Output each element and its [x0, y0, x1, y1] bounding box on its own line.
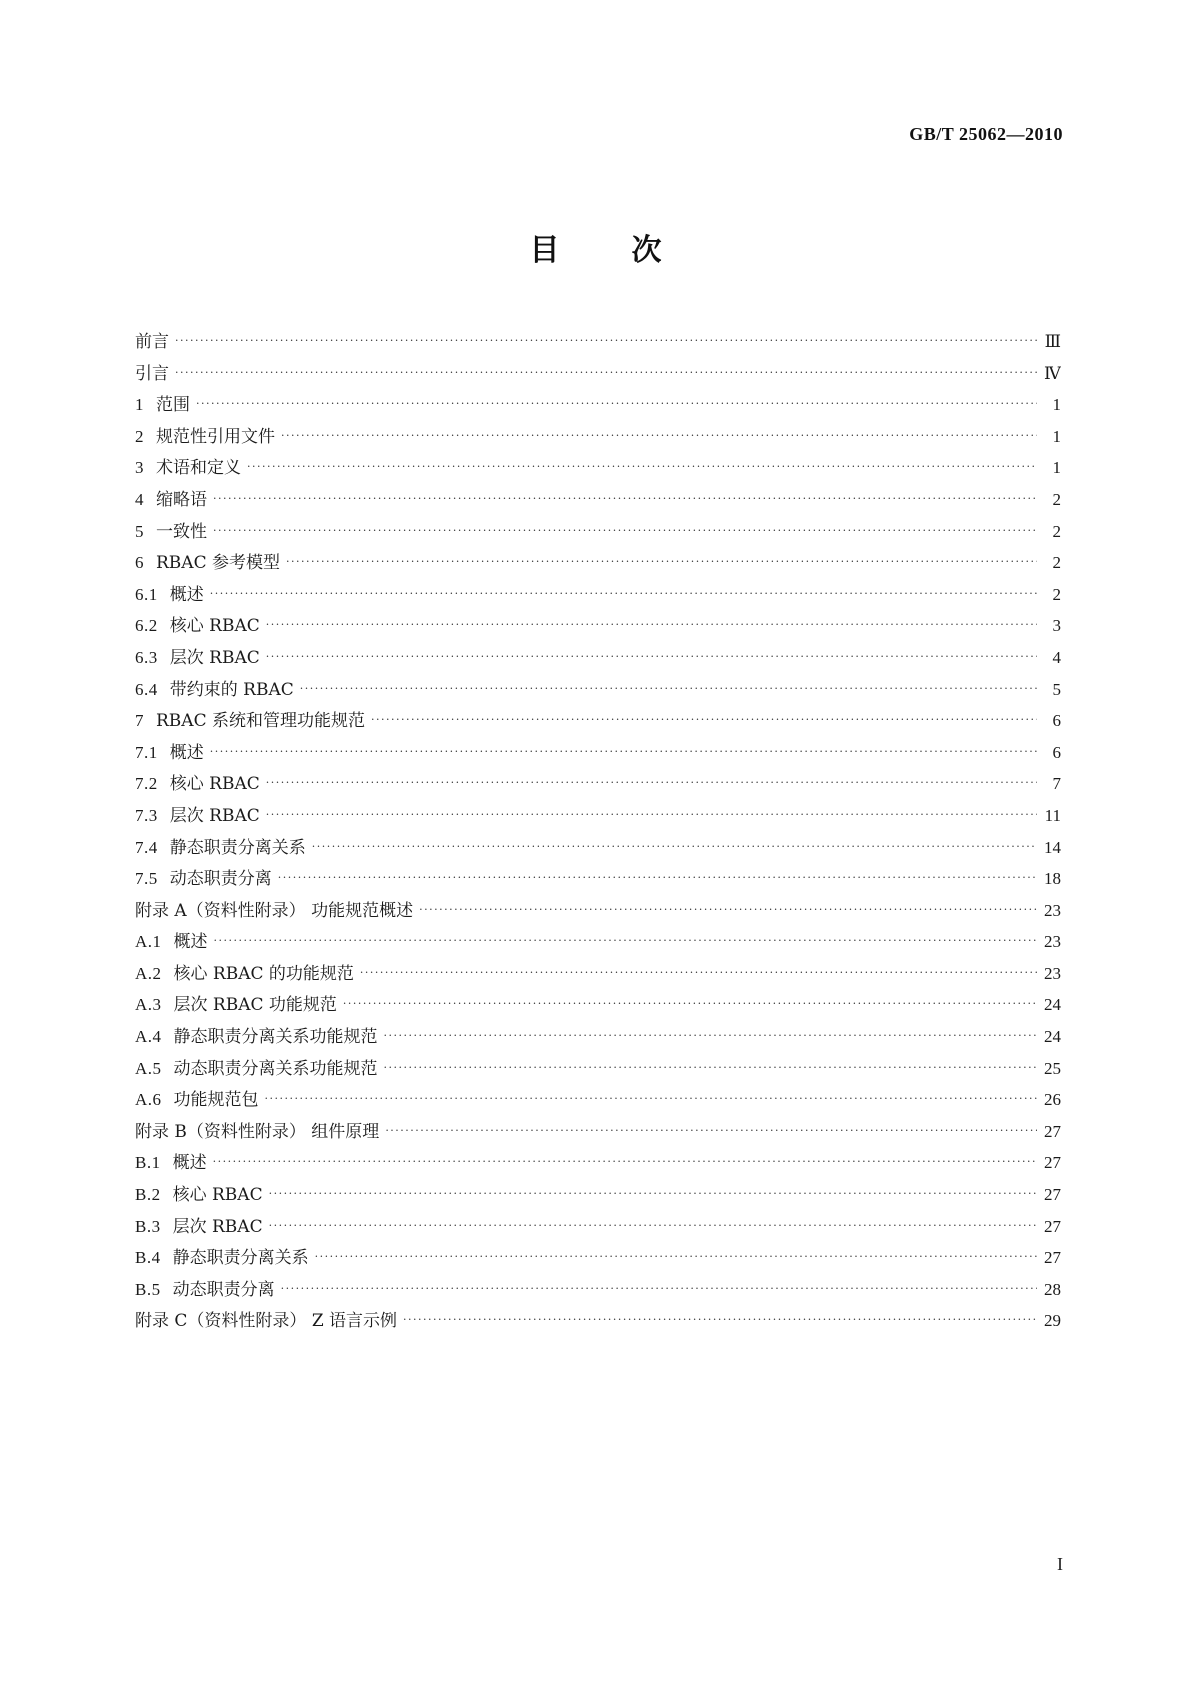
toc-entry-number: A.3	[135, 995, 162, 1015]
toc-entry-number: 6.4	[135, 679, 158, 699]
toc-entry[interactable]	[135, 1305, 1061, 1337]
toc-entry-title: 概述	[173, 932, 208, 953]
toc-entry-page: 23	[1044, 963, 1061, 983]
toc-entry-number: 7.3	[135, 805, 158, 825]
toc-entry-label	[135, 516, 213, 548]
toc-dot-leader	[385, 1116, 1037, 1147]
toc-entry-label	[135, 1179, 269, 1211]
toc-entry-page: 2	[1052, 521, 1061, 541]
toc-entry-page: 28	[1044, 1279, 1061, 1299]
toc-dot-leader	[371, 705, 1037, 736]
toc-entry-label	[135, 674, 300, 706]
toc-entry-number: 4	[135, 489, 144, 509]
toc-dot-leader	[269, 1179, 1037, 1210]
toc-entry-number: 5	[135, 521, 144, 541]
toc-entry[interactable]	[135, 989, 1061, 1021]
toc-entry-number: 6.1	[135, 584, 158, 604]
toc-dot-leader	[403, 1305, 1037, 1336]
toc-entry-number: 7.4	[135, 837, 158, 857]
toc-dot-leader	[384, 1021, 1037, 1052]
toc-entry-label	[135, 421, 281, 453]
toc-entry-page: 2	[1052, 553, 1061, 573]
toc-entry[interactable]	[135, 610, 1061, 642]
toc-entry-page: 6	[1052, 711, 1061, 731]
toc-entry[interactable]	[135, 1179, 1061, 1211]
toc-entry[interactable]	[135, 958, 1061, 990]
toc-dot-leader	[266, 800, 1037, 831]
toc-entry[interactable]	[135, 674, 1061, 706]
toc-dot-leader	[281, 1274, 1037, 1305]
toc-entry-label	[135, 610, 266, 642]
standard-code: GB/T 25062—2010	[909, 124, 1063, 144]
toc-entry-label	[135, 1147, 213, 1179]
toc-entry-title: 引言	[135, 363, 169, 384]
toc-entry-label	[135, 579, 210, 611]
toc-entry[interactable]	[135, 642, 1061, 674]
toc-dot-leader	[312, 832, 1037, 863]
toc-entry[interactable]	[135, 1242, 1061, 1274]
toc-dot-leader	[419, 895, 1037, 926]
toc-dot-leader	[213, 516, 1037, 547]
toc-entry-page: 3	[1052, 616, 1061, 636]
toc-dot-leader	[315, 1242, 1037, 1273]
toc-dot-leader	[210, 579, 1037, 610]
toc-dot-leader	[247, 452, 1037, 483]
toc-entry-title: 功能规范包	[173, 1090, 259, 1111]
toc-dot-leader	[213, 484, 1037, 515]
toc-entry-page: 23	[1044, 900, 1061, 920]
toc-dot-leader	[266, 768, 1037, 799]
toc-entry-label	[135, 705, 371, 737]
toc-entry[interactable]	[135, 1084, 1061, 1116]
toc-entry-page: 27	[1044, 1216, 1061, 1236]
toc-entry[interactable]	[135, 1147, 1061, 1179]
toc-entry[interactable]	[135, 895, 1061, 927]
toc-entry-page: 5	[1052, 679, 1061, 699]
toc-dot-leader	[266, 642, 1037, 673]
toc-entry-label	[135, 1021, 384, 1053]
toc-entry-page: 26	[1044, 1090, 1061, 1110]
toc-entry-title: 术语和定义	[156, 458, 241, 479]
toc-dot-leader	[265, 1084, 1037, 1115]
toc-dot-leader	[281, 421, 1037, 452]
toc-entry-number: A.4	[135, 1027, 162, 1047]
toc-entry-title: 动态职责分离关系功能规范	[173, 1058, 378, 1079]
toc-entry-title: 范围	[156, 395, 190, 416]
toc-entry[interactable]	[135, 1021, 1061, 1053]
toc-entry-label	[135, 1117, 385, 1148]
toc-entry-label	[135, 484, 213, 516]
toc-entry-title: 层次 RBAC 功能规范	[173, 995, 337, 1016]
toc-entry-label	[135, 452, 247, 484]
toc-entry-number: 7	[135, 711, 144, 731]
toc-entry-title: 静态职责分离关系功能规范	[173, 1027, 378, 1048]
toc-entry-label	[135, 389, 196, 421]
toc-dot-leader	[196, 389, 1037, 420]
toc-entry[interactable]	[135, 358, 1061, 390]
toc-entry-label	[135, 958, 360, 990]
toc-entry-number: A.5	[135, 1058, 162, 1078]
toc-entry-number: B.4	[135, 1248, 161, 1268]
toc-entry-title: 附录 B（资料性附录） 组件原理	[135, 1121, 380, 1142]
page-number: I	[1057, 1554, 1063, 1574]
toc-entry-number: 6.3	[135, 647, 158, 667]
toc-entry-page: 18	[1044, 869, 1061, 889]
toc-entry[interactable]	[135, 452, 1061, 484]
toc-entry-page: 27	[1044, 1153, 1061, 1173]
toc-entry-title: 静态职责分离关系	[169, 837, 306, 858]
toc-entry-label	[135, 1242, 315, 1274]
toc-entry[interactable]	[135, 737, 1061, 769]
toc-entry-number: 7.2	[135, 774, 158, 794]
toc-entry-number: B.2	[135, 1185, 161, 1205]
toc-entry-page: 2	[1052, 584, 1061, 604]
toc-entry-page: 23	[1044, 932, 1061, 952]
toc-entry[interactable]	[135, 832, 1061, 864]
toc-entry-page: 1	[1052, 426, 1061, 446]
table-of-contents	[135, 326, 1061, 1337]
toc-dot-leader	[269, 1211, 1037, 1242]
toc-entry-page: 27	[1044, 1121, 1061, 1141]
toc-dot-leader	[266, 610, 1037, 641]
toc-entry-number: 3	[135, 458, 144, 478]
toc-entry-title: 概述	[169, 742, 204, 763]
toc-entry-title: RBAC 参考模型	[156, 553, 280, 574]
toc-entry-title: 层次 RBAC	[172, 1216, 263, 1237]
toc-entry[interactable]	[135, 705, 1061, 737]
toc-entry-number: 7.5	[135, 869, 158, 889]
toc-entry-label	[135, 1084, 265, 1116]
toc-entry[interactable]	[135, 1274, 1061, 1306]
toc-entry[interactable]	[135, 547, 1061, 579]
toc-entry[interactable]	[135, 768, 1061, 800]
toc-entry-title: 附录 A（资料性附录） 功能规范概述	[135, 900, 414, 921]
toc-entry-label	[135, 863, 278, 895]
toc-entry-page: 1	[1052, 458, 1061, 478]
toc-entry-page: 25	[1044, 1058, 1061, 1078]
toc-entry-page: 1	[1052, 395, 1061, 415]
toc-dot-leader	[210, 737, 1037, 768]
toc-entry-page: 24	[1044, 995, 1061, 1015]
toc-entry[interactable]	[135, 579, 1061, 611]
toc-entry-page: 24	[1044, 1027, 1061, 1047]
toc-dot-leader	[286, 547, 1037, 578]
toc-entry-label	[135, 926, 214, 958]
toc-entry-label	[135, 989, 343, 1021]
toc-entry-title: 缩略语	[156, 489, 207, 510]
toc-entry-page: Ⅳ	[1044, 363, 1061, 383]
toc-entry-label	[135, 737, 210, 769]
toc-entry-page: 11	[1044, 805, 1061, 825]
toc-entry-number: 2	[135, 426, 144, 446]
toc-entry-title: 概述	[172, 1153, 207, 1174]
toc-entry-label	[135, 547, 286, 579]
toc-entry-title: 动态职责分离	[169, 869, 272, 890]
toc-entry[interactable]	[135, 516, 1061, 548]
toc-entry-page: 2	[1052, 489, 1061, 509]
toc-entry-title: RBAC 系统和管理功能规范	[156, 711, 365, 732]
toc-entry-number: B.1	[135, 1153, 161, 1173]
toc-entry-title: 动态职责分离	[172, 1279, 275, 1300]
toc-entry[interactable]	[135, 863, 1061, 895]
toc-dot-leader	[175, 326, 1037, 357]
toc-entry-number: A.2	[135, 963, 162, 983]
toc-entry-label	[135, 327, 175, 358]
toc-entry-label	[135, 768, 266, 800]
toc-entry-title: 前言	[135, 332, 169, 352]
toc-entry-number: 1	[135, 395, 144, 415]
toc-entry-title: 核心 RBAC 的功能规范	[173, 963, 354, 984]
toc-entry-label	[135, 1306, 403, 1337]
toc-dot-leader	[175, 358, 1037, 389]
toc-entry-title: 带约束的 RBAC	[169, 679, 294, 700]
page-title: 目次	[529, 233, 734, 268]
toc-entry-label	[135, 1274, 281, 1306]
toc-entry[interactable]	[135, 484, 1061, 516]
toc-dot-leader	[343, 989, 1037, 1020]
toc-entry-label	[135, 1053, 384, 1085]
toc-entry[interactable]	[135, 926, 1061, 958]
toc-entry[interactable]	[135, 1053, 1061, 1085]
toc-entry-title: 层次 RBAC	[169, 647, 260, 668]
toc-entry-label	[135, 896, 419, 927]
toc-dot-leader	[278, 863, 1037, 894]
toc-entry[interactable]	[135, 800, 1061, 832]
toc-entry-number: 6.2	[135, 616, 158, 636]
toc-entry-number: B.3	[135, 1216, 161, 1236]
toc-entry-page: 4	[1052, 647, 1061, 667]
toc-dot-leader	[360, 958, 1037, 989]
toc-entry-number: 6	[135, 553, 144, 573]
toc-entry-title: 静态职责分离关系	[172, 1248, 309, 1269]
toc-entry-page: 6	[1052, 742, 1061, 762]
toc-dot-leader	[214, 926, 1037, 957]
toc-entry-label	[135, 832, 312, 864]
toc-entry-page: Ⅲ	[1044, 332, 1061, 351]
toc-entry-title: 一致性	[156, 521, 207, 542]
toc-dot-leader	[300, 674, 1037, 705]
toc-dot-leader	[213, 1147, 1037, 1178]
toc-entry-page: 27	[1044, 1185, 1061, 1205]
toc-entry-title: 核心 RBAC	[169, 616, 260, 637]
toc-dot-leader	[384, 1053, 1037, 1084]
toc-entry-page: 27	[1044, 1248, 1061, 1268]
toc-entry-title: 附录 C（资料性附录） Z 语言示例	[135, 1311, 398, 1332]
toc-entry-title: 规范性引用文件	[156, 426, 275, 447]
toc-entry-label	[135, 642, 266, 674]
toc-entry-number: A.1	[135, 932, 162, 952]
toc-entry-title: 概述	[169, 584, 204, 605]
toc-entry[interactable]	[135, 326, 1061, 358]
toc-entry-number: 7.1	[135, 742, 158, 762]
toc-entry[interactable]	[135, 421, 1061, 453]
toc-entry-title: 核心 RBAC	[172, 1185, 263, 1206]
toc-entry-page: 14	[1044, 837, 1061, 857]
toc-entry-number: A.6	[135, 1090, 162, 1110]
toc-entry-label	[135, 800, 266, 832]
toc-entry-page: 7	[1052, 774, 1061, 794]
toc-entry-number: B.5	[135, 1279, 161, 1299]
toc-entry-title: 层次 RBAC	[169, 805, 260, 826]
toc-entry-label	[135, 359, 175, 390]
toc-entry[interactable]	[135, 1116, 1061, 1148]
toc-entry-label	[135, 1211, 269, 1243]
toc-entry-title: 核心 RBAC	[169, 774, 260, 795]
toc-entry-page: 29	[1044, 1311, 1061, 1331]
toc-entry[interactable]	[135, 389, 1061, 421]
toc-entry[interactable]	[135, 1211, 1061, 1243]
